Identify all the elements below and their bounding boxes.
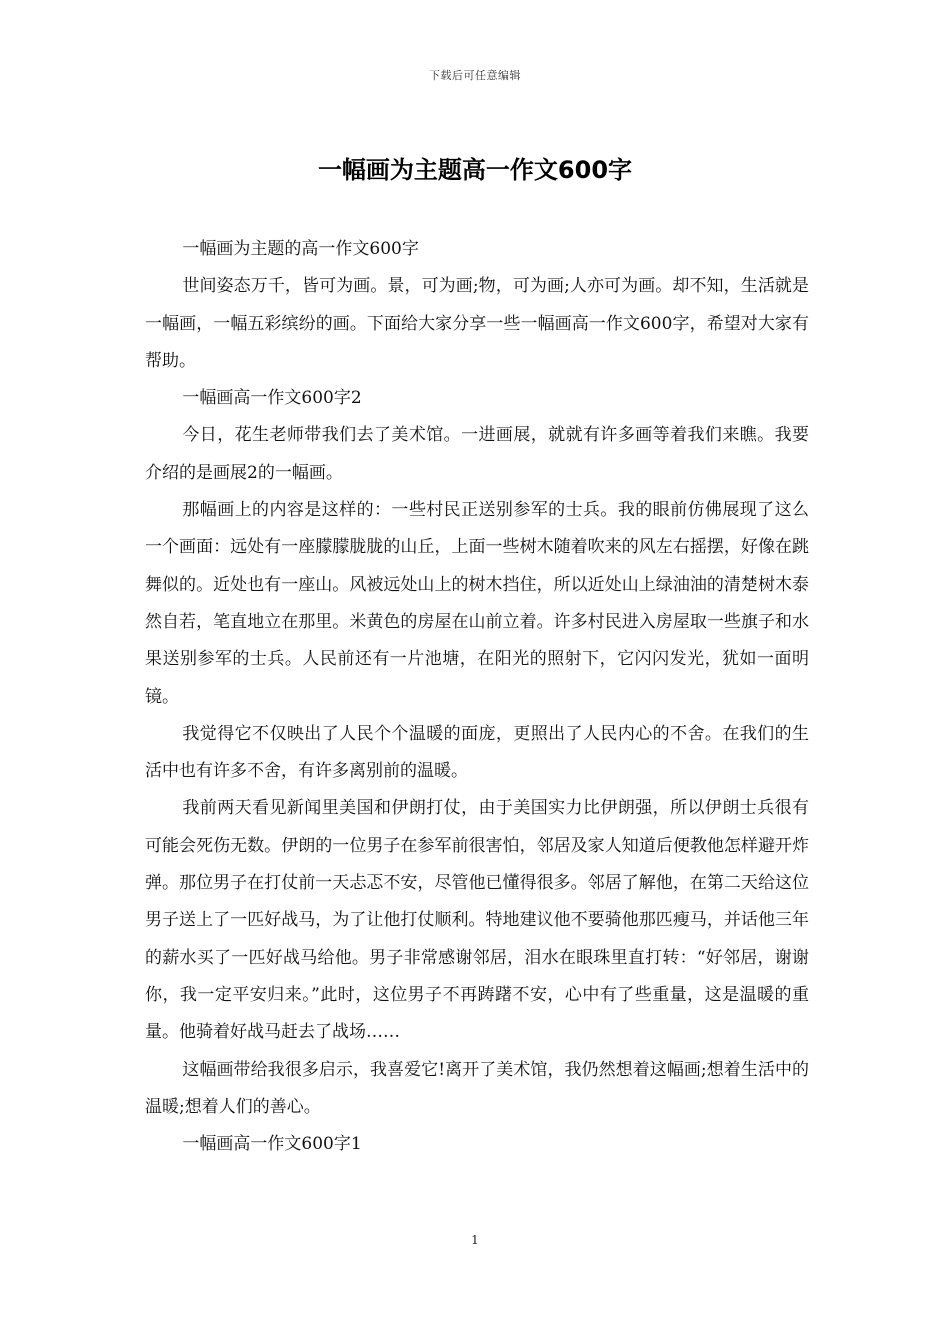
paragraph-heading-essay-2: 一幅画高一作文600字2: [182, 388, 362, 409]
header-note: 下载后可任意编辑: [429, 69, 521, 82]
paragraph: 那幅画上的内容是这样的：一些村民正送别参军的士兵。我的眼前仿佛展现了这么一个画面：远处有一座朦朦胧胧的山丘，上面一些树木随着吹来的风左右摇摆，好像在跳舞似的。近处也有一座山。风被远处山上的树木挡住，所以近处山上绿油油的清楚树木泰然自若，笔直地立在那里。米黄色的房屋在山前立着。许多村民进入房屋取一些旗子和水果送别参军的士兵。人民前还有一片池塘，在阳光的照射下，它闪闪发光，犹如一面明镜。: [145, 500, 809, 707]
paragraph-subtitle: 一幅画为主题的高一作文600字: [182, 239, 419, 259]
paragraph-heading-essay-1: 一幅画高一作文600字1: [182, 1134, 362, 1155]
paragraph: 今日，花生老师带我们去了美术馆。一进画展，就就有许多画等着我们来瞧。我要介绍的是画展2的一幅画。: [145, 425, 809, 483]
page-number: 1: [471, 1233, 479, 1247]
paragraph: 这幅画带给我很多启示，我喜爱它!离开了美术馆，我仍然想着这幅画;想着生活中的温暖;想着人们的善心。: [145, 1059, 809, 1117]
document-title: 一幅画为主题高一作文600字: [317, 156, 633, 184]
document-body: [145, 231, 809, 1163]
paragraph-intro: 世间姿态万千，皆可为画。景，可为画;物，可为画;人亦可为画。却不知，生活就是一幅画，一幅五彩缤纷的画。下面给大家分享一些一幅画高一作文600字，希望对大家有帮助。: [145, 276, 809, 371]
paragraph: 我觉得它不仅映出了人民个个温暖的面庞，更照出了人民内心的不舍。在我们的生活中也有许多不舍，有许多离别前的温暖。: [145, 723, 809, 782]
paragraph: 我前两天看见新闻里美国和伊朗打仗，由于美国实力比伊朗强，所以伊朗士兵很有可能会死伤无数。伊朗的一位男子在参军前很害怕，邻居及家人知道后便教他怎样避开炸弹。那位男子在打仗前一天忐忑不安，尽管他已懂得很多。邻居了解他，在第二天给这位男子送上了一匹好战马，为了让他打仗顺利。特地建议他不要骑他那匹瘦马，并话他三年的薪水买了一匹好战马给他。男子非常感谢邻居，泪水在眼珠里直打转：“好邻居，谢谢你，我一定平安归来。”此时，这位男子不再踌躇不安，心中有了些重量，这是温暖的重量。他骑着好战马赶去了战场……: [145, 798, 809, 1043]
